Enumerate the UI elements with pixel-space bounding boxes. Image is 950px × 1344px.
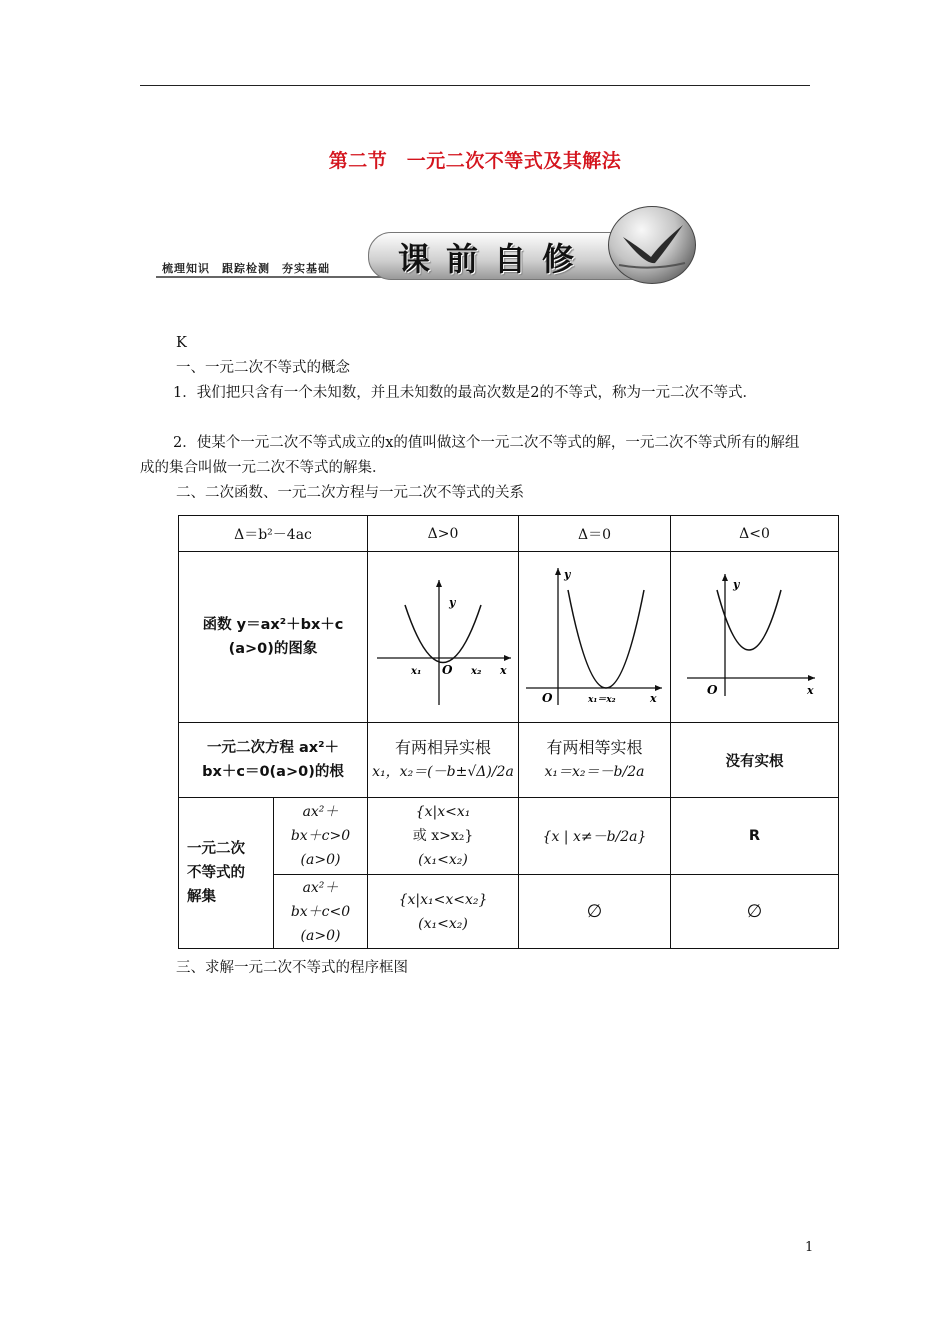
root-two-distinct xyxy=(368,723,519,798)
g3-x-label: x xyxy=(806,684,814,697)
two-distinct-roots-title: 有两相异实根 xyxy=(394,738,491,757)
lt-label-line2: bx＋c<0 xyxy=(290,903,351,920)
lt-c1-line1: {x|x₁<x<x₂} xyxy=(398,891,488,908)
lt-c1-line2: (x₁<x₂) xyxy=(418,915,468,932)
g2-x12-label: x₁＝x₂ xyxy=(587,695,616,705)
header-delta-negative: Δ<0 xyxy=(671,516,839,552)
g1-x2-label: x₂ xyxy=(471,666,482,677)
gt-solution-distinct xyxy=(368,798,519,875)
solution-set-label xyxy=(179,798,274,949)
root-two-equal xyxy=(519,723,671,798)
relation-table xyxy=(178,515,839,949)
graph-label-line1: 函数 y＝ax²＋bx＋c xyxy=(202,617,344,633)
graph-label-line2: (a>0)的图象 xyxy=(228,641,318,657)
lt-solution-equal: ∅ xyxy=(519,875,671,949)
lt-solution-none: ∅ xyxy=(671,875,839,949)
header-delta-zero: Δ＝0 xyxy=(519,516,671,552)
header-delta-definition: Δ＝b²－4ac xyxy=(179,516,368,552)
g1-y-label: y xyxy=(449,596,456,609)
section2-heading: 二、二次函数、一元二次方程与一元二次不等式的关系 xyxy=(176,485,524,501)
gt-c1-line2: 或 x>x₂} xyxy=(412,828,474,844)
g3-y-label: y xyxy=(732,578,739,591)
section-title: 第二节 一元二次不等式及其解法 xyxy=(328,150,622,172)
g2-y-label: y xyxy=(563,568,570,581)
gt-label-line3: (a>0) xyxy=(300,852,341,868)
gt-solution-none: R xyxy=(671,798,839,875)
lt-label-line3: (a>0) xyxy=(300,927,341,944)
gt-label-line1: ax²＋ xyxy=(302,804,339,820)
banner-subtitle: 梳理知识 跟踪检测 夯实基础 xyxy=(162,262,330,275)
no-real-roots: 没有实根 xyxy=(671,723,839,798)
graph-one-root xyxy=(519,552,671,723)
g1-origin-label: O xyxy=(442,663,453,677)
parabola-two-roots-graph xyxy=(369,560,517,710)
g1-x1-label: x₁ xyxy=(411,666,422,677)
graph-no-root xyxy=(671,552,839,723)
g2-x-label: x xyxy=(649,692,657,705)
g3-origin-label: O xyxy=(706,683,717,697)
gt-solution-equal: {x | x≠－b/2a} xyxy=(519,798,671,875)
root-label-line2: bx＋c＝0(a>0)的根 xyxy=(202,764,344,780)
section1-heading: 一、一元二次不等式的概念 xyxy=(176,360,350,376)
section1-paragraph-1: 1．我们把只含有一个未知数，并且未知数的最高次数是2的不等式，称为一元二次不等式． xyxy=(173,385,757,401)
gt-c1-line3: (x₁<x₂) xyxy=(418,852,468,868)
parabola-no-root-graph xyxy=(673,560,837,710)
solution-label-line2: 不等式的 xyxy=(187,865,245,881)
graph-row-label xyxy=(179,552,368,723)
section1-paragraph-2: 2．使某个一元二次不等式成立的x的值叫做这个一元二次不等式的解，一元二次不等式所有的解组成的集合叫做一元二次不等式的解集． xyxy=(140,435,800,476)
g1-x-label: x xyxy=(500,664,507,677)
g2-origin-label: O xyxy=(541,691,552,705)
gt-label-line2: bx＋c>0 xyxy=(290,828,351,844)
solution-label-line3: 解集 xyxy=(187,889,216,905)
bird-emblem-icon xyxy=(608,206,696,284)
marker-text: K xyxy=(176,335,187,351)
two-equal-roots-formula: x₁＝x₂＝－b/2a xyxy=(544,764,645,780)
graph-two-roots xyxy=(368,552,519,723)
header-delta-positive: Δ>0 xyxy=(368,516,519,552)
root-label-line1: 一元二次方程 ax²＋ xyxy=(206,740,340,756)
inequality-lt-label xyxy=(274,875,368,949)
pre-study-banner xyxy=(156,206,696,280)
solution-label-line1: 一元二次 xyxy=(187,841,245,857)
gt-c1-line1: {x|x<x₁ xyxy=(415,804,471,820)
banner-rule xyxy=(156,276,392,278)
root-row-label xyxy=(179,723,368,798)
parabola-one-root-graph xyxy=(520,560,670,710)
header-rule xyxy=(140,85,810,86)
section3-heading: 三、求解一元二次不等式的程序框图 xyxy=(176,960,408,976)
lt-label-line1: ax²＋ xyxy=(302,879,339,896)
banner-label: 课前自修 xyxy=(398,240,591,278)
two-equal-roots-title: 有两相等实根 xyxy=(546,738,643,757)
inequality-gt-label xyxy=(274,798,368,875)
lt-solution-distinct xyxy=(368,875,519,949)
two-distinct-roots-formula: x₁，x₂＝(－b±√Δ)/2a xyxy=(372,764,514,780)
page-number: 1 xyxy=(805,1240,814,1255)
